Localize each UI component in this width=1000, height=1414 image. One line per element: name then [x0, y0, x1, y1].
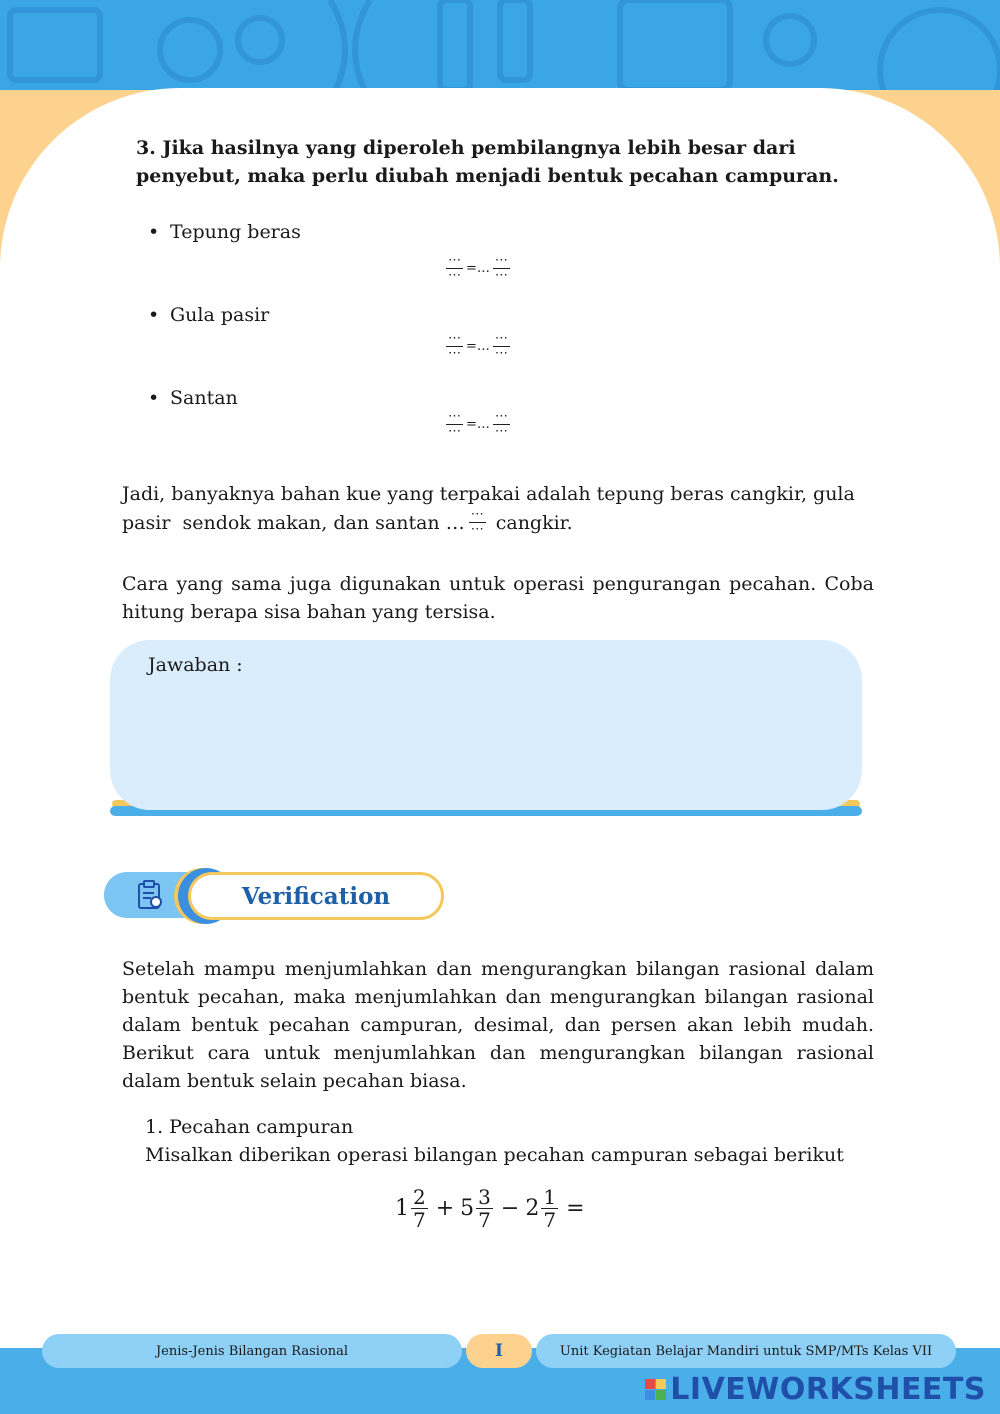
footer-right-text: Unit Kegiatan Belajar Mandiri untuk SMP/MTs Kelas VII	[559, 1343, 933, 1359]
fraction-denominator[interactable]: ⋯	[448, 346, 461, 361]
operator: −	[500, 1196, 520, 1221]
footer-left-text: Jenis-Jenis Bilangan Rasional	[155, 1343, 349, 1359]
ingredient-fraction-gula	[446, 332, 510, 361]
page-number	[466, 1334, 532, 1368]
fraction	[541, 1186, 558, 1231]
verification-title-text: Verification	[241, 882, 391, 910]
footer-right	[536, 1334, 956, 1368]
answer-label: Jawaban :	[148, 654, 243, 676]
fraction-denominator[interactable]: ⋯	[448, 268, 461, 283]
equals[interactable]: =…	[466, 417, 490, 432]
clipboard-check-icon	[136, 880, 164, 910]
summary-line-1: Jadi, banyaknya bahan kue yang terpakai adalah tepung beras cangkir, gula	[122, 483, 855, 505]
liveworksheets-brand[interactable]	[645, 1372, 986, 1407]
summary-line-2	[122, 508, 874, 537]
equals[interactable]: =…	[466, 339, 490, 354]
ingredient-fraction-tepung	[446, 254, 510, 283]
step3-heading: 3. Jika hasilnya yang diperoleh pembilangnya lebih besar dari penyebut, maka perlu diubah menjadi bentuk pecahan campuran.	[136, 137, 839, 187]
verification-title	[188, 872, 444, 920]
footer-left	[42, 1334, 462, 1368]
fraction	[493, 254, 510, 283]
mixed-fraction-desc: Misalkan diberikan operasi bilangan pecahan campuran sebagai berikut	[145, 1144, 844, 1166]
fraction	[493, 410, 510, 439]
fraction-numerator[interactable]: ⋯	[448, 409, 461, 424]
fraction	[446, 410, 463, 439]
whole-number: 2	[525, 1196, 540, 1221]
denominator: 7	[543, 1208, 557, 1232]
fraction	[476, 1186, 493, 1231]
denominator: 7	[478, 1208, 491, 1232]
numerator: 3	[478, 1185, 491, 1209]
logo-square	[656, 1390, 666, 1400]
fraction	[446, 254, 463, 283]
verification-paragraph: Setelah mampu menjumlahkan dan mengurangkan bilangan rasional dalam bentuk pecahan, maka menjumlahkan dan mengurangkan bilangan rasional dalam bentuk pecahan campuran, desimal, dan persen akan lebih mudah. Berikut cara untuk menjumlahkan dan mengurangkan bilangan rasional dalam bentuk selain pecahan biasa.	[122, 958, 874, 1092]
fraction-numerator[interactable]: ⋯	[494, 331, 508, 346]
fraction-numerator[interactable]: ⋯	[494, 409, 508, 424]
brand-name: LIVEWORKSHEETS	[670, 1372, 986, 1407]
fraction-numerator[interactable]: ⋯	[448, 331, 461, 346]
fraction	[493, 332, 510, 361]
equals[interactable]: =…	[466, 261, 490, 276]
whole-number: 1	[395, 1196, 409, 1221]
numerator: 2	[413, 1185, 426, 1209]
fraction-denominator[interactable]: ⋯	[448, 424, 461, 439]
mixed-fraction-expression	[395, 1186, 591, 1231]
summary-text-end: cangkir.	[489, 511, 573, 534]
ingredient-label-santan: • Santan	[170, 386, 238, 410]
fraction	[446, 332, 463, 361]
denominator: 7	[413, 1208, 426, 1232]
fraction-denominator[interactable]: ⋯	[494, 424, 508, 439]
mixed-fraction-title: 1. Pecahan campuran	[145, 1116, 354, 1138]
fraction-numerator[interactable]: ⋯	[470, 507, 484, 522]
whole-number: 5	[460, 1196, 475, 1221]
subtraction-note: Cara yang sama juga digunakan untuk operasi pengurangan pecahan. Coba hitung berapa sisa bahan yang tersisa.	[122, 573, 874, 623]
ingredient-label-tepung: • Tepung beras	[170, 220, 301, 244]
numerator: 1	[543, 1185, 557, 1209]
operator: =	[566, 1196, 585, 1221]
answer-box[interactable]	[110, 640, 862, 810]
summary-text: pasir sendok makan, dan santan	[122, 511, 446, 534]
fraction-numerator[interactable]: ⋯	[494, 253, 508, 268]
logo-square	[656, 1379, 666, 1389]
logo-square	[645, 1379, 655, 1389]
fraction-denominator[interactable]: ⋯	[494, 268, 508, 283]
fraction-denominator[interactable]: ⋯	[494, 346, 508, 361]
page-number-text: I	[495, 1341, 503, 1361]
liveworksheets-logo-icon	[645, 1379, 666, 1400]
operator: +	[435, 1196, 455, 1221]
ingredient-fraction-santan	[446, 410, 510, 439]
fraction	[411, 1186, 428, 1231]
fraction-numerator[interactable]: ⋯	[448, 253, 461, 268]
santan-fraction	[469, 508, 486, 537]
ingredient-label-gula: • Gula pasir	[170, 303, 269, 327]
fraction-denominator[interactable]: ⋯	[470, 522, 484, 537]
santan-dots[interactable]: …	[445, 511, 465, 534]
logo-square	[645, 1390, 655, 1400]
